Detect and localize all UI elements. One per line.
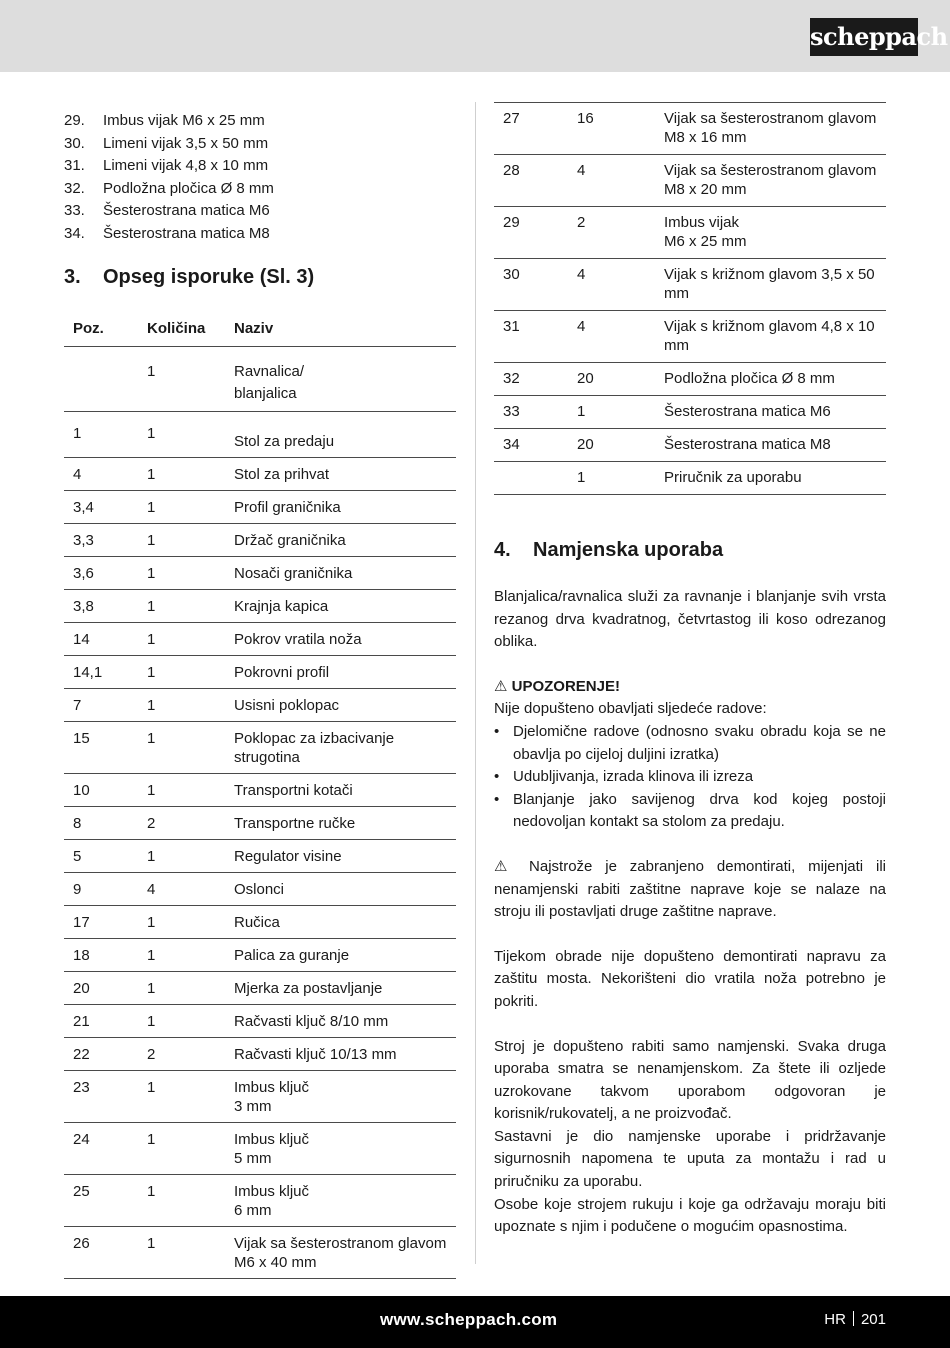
list-item-text: Šesterostrana matica M6: [103, 202, 270, 220]
warning-icon: ⚠: [494, 677, 508, 695]
cell-pos: 3,8: [64, 590, 138, 623]
cell-name: Vijak sa šesterostranom glavom M6 x 40 mm: [225, 1227, 456, 1279]
column-divider: [475, 102, 476, 1264]
cell-pos: 3,6: [64, 557, 138, 590]
cell-name: Vijak s križnom glavom 4,8 x 10 mm: [655, 311, 886, 363]
table-header-row: [64, 312, 456, 347]
cell-qty: 1: [138, 557, 225, 590]
table-row: [494, 462, 886, 495]
list-item: [64, 178, 456, 201]
cell-name: Priručnik za uporabu: [655, 462, 886, 495]
cell-name: Poklopac za izbacivanje strugotina: [225, 722, 456, 774]
cell-pos: 8: [64, 807, 138, 840]
list-item-number: 31.: [64, 157, 85, 175]
table-row: [64, 972, 456, 1005]
footer-language: HR: [824, 1311, 846, 1328]
cell-name: Usisni poklopac: [225, 689, 456, 722]
cell-qty: 2: [568, 207, 655, 259]
bullet-dot: •: [494, 790, 500, 808]
cell-qty: 1: [138, 722, 225, 774]
table-row: [64, 557, 456, 590]
cell-pos: 1: [64, 412, 138, 458]
cell-name: Krajnja kapica: [225, 590, 456, 623]
list-item: [64, 133, 456, 156]
cell-pos: 20: [64, 972, 138, 1005]
cell-qty: 16: [568, 103, 655, 155]
cell-qty: 1: [138, 623, 225, 656]
cell-name: Račvasti ključ 10/13 mm: [225, 1038, 456, 1071]
warning-title: UPOZORENJE!: [511, 677, 620, 695]
table-row: [64, 491, 456, 524]
cell-name: Imbus ključ 5 mm: [225, 1123, 456, 1175]
safety-text: Najstrože je zabranjeno demontirati, mijenjati ili nenamjenski rabiti zaštitne naprave koje se nalaze na stroju ili postavljati druge zaštitne naprave.: [494, 857, 887, 921]
cell-pos: 15: [64, 722, 138, 774]
cell-pos: 5: [64, 840, 138, 873]
cell-pos: 14,1: [64, 656, 138, 689]
section-4-number: 4.: [494, 539, 511, 561]
bullet-text: Udubljivanja, izrada klinova ili izreza: [513, 768, 754, 786]
list-item-number: 29.: [64, 112, 85, 129]
cell-qty: 1: [138, 906, 225, 939]
cell-pos: 7: [64, 689, 138, 722]
cell-pos: 30: [494, 259, 568, 311]
delivery-table-left: [64, 312, 456, 1279]
list-item-text: Šesterostrana matica M8: [103, 224, 270, 242]
bullet-text: Djelomične radove (odnosno svaku obradu koja se ne obavlja po cijeloj duljini izratka): [513, 722, 886, 763]
footer-page-indicator: [824, 1311, 886, 1328]
cell-pos: 26: [64, 1227, 138, 1279]
cell-qty: 2: [138, 1038, 225, 1071]
cell-qty: 1: [138, 656, 225, 689]
cell-pos: 9: [64, 873, 138, 906]
cell-pos: 29: [494, 207, 568, 259]
safety-notes-paragraph: Sastavni je dio namjenske uporabe i pridržavanje sigurnosnih napomena te uputa za montažu i rad u priručniku za uporabu.: [494, 1127, 886, 1191]
operators-paragraph: Osobe koje strojem rukuju i koje ga održavaju moraju biti upoznate s njim i podučene o mogućim opasnostima.: [494, 1195, 886, 1236]
warning-bullet-list: [494, 721, 886, 834]
section-3-number: 3.: [64, 266, 81, 288]
cell-name: Šesterostrana matica M6: [655, 396, 886, 429]
cell-pos: [494, 462, 568, 495]
cell-pos: 22: [64, 1038, 138, 1071]
cell-qty: 1: [138, 1005, 225, 1038]
table-row: [64, 458, 456, 491]
cell-pos: 25: [64, 1175, 138, 1227]
safety-paragraph: [494, 856, 886, 924]
cell-name: Šesterostrana matica M8: [655, 429, 886, 462]
table-row: [64, 412, 456, 458]
cell-name: Palica za guranje: [225, 939, 456, 972]
header-name: Naziv: [225, 312, 456, 347]
delivery-table-right: [494, 102, 886, 495]
header-band: [0, 0, 950, 72]
table-row: [494, 155, 886, 207]
cell-name: Vijak sa šesterostranom glavom M8 x 16 mm: [655, 103, 886, 155]
warning-icon-2: ⚠: [494, 857, 517, 875]
cell-qty: 1: [138, 972, 225, 1005]
table-row: [64, 807, 456, 840]
scheppach-logo: scheppach: [810, 18, 918, 56]
table-row: [64, 1227, 456, 1279]
cell-qty: 4: [568, 155, 655, 207]
cell-name: Imbus vijak M6 x 25 mm: [655, 207, 886, 259]
cell-qty: 1: [568, 462, 655, 495]
bullet-dot: •: [494, 722, 500, 740]
cell-name: Mjerka za postavljanje: [225, 972, 456, 1005]
table-row: [494, 103, 886, 155]
cell-qty: 2: [138, 807, 225, 840]
table-row: [64, 590, 456, 623]
intended-use-intro: Blanjalica/ravnalica služi za ravnanje i blanjanje svih vrsta rezanog drva kvadratnog, četvrtastog ili koso odrezanog oblika.: [494, 588, 886, 651]
cell-name: Pokrovni profil: [225, 656, 456, 689]
table-row: [494, 429, 886, 462]
cell-qty: 1: [138, 939, 225, 972]
cell-qty: 4: [568, 311, 655, 363]
bullet-item: [494, 766, 886, 789]
table-row: [64, 1038, 456, 1071]
cell-qty: 20: [568, 429, 655, 462]
cell-qty: 1: [138, 491, 225, 524]
cell-name: Nosači graničnika: [225, 557, 456, 590]
cell-qty: 1: [138, 524, 225, 557]
cell-pos: 34: [494, 429, 568, 462]
section-4-title: Namjenska uporaba: [533, 539, 724, 561]
cell-qty: 1: [138, 1227, 225, 1279]
section-4-heading: [494, 539, 723, 562]
list-item-number: 34.: [64, 224, 85, 242]
cell-name: Stol za predaju: [225, 412, 456, 458]
section-3-heading: [64, 266, 314, 289]
intended-use-paragraph: Stroj je dopušteno rabiti samo namjenski. Svaka druga uporaba smatra se nenamjenskom. Za štete ili ozljede uzrokovane takvom uporabom odgovoran je korisnik/rukovatelj, a ne proizvođač.: [494, 1037, 886, 1123]
cell-qty: 1: [568, 396, 655, 429]
warning-lead: Nije dopušteno obavljati sljedeće radove:: [494, 700, 767, 718]
list-item-text: Limeni vijak 3,5 x 50 mm: [103, 134, 269, 152]
cell-qty: 1: [138, 1175, 225, 1227]
table-row: [64, 840, 456, 873]
cell-name: Držač graničnika: [225, 524, 456, 557]
cell-pos: 14: [64, 623, 138, 656]
cell-pos: [64, 347, 138, 412]
table-row: [494, 396, 886, 429]
table-row: [64, 939, 456, 972]
cell-pos: 28: [494, 155, 568, 207]
cell-qty: 1: [138, 689, 225, 722]
cell-pos: 3,4: [64, 491, 138, 524]
cell-name: Vijak s križnom glavom 3,5 x 50 mm: [655, 259, 886, 311]
table-row: [494, 363, 886, 396]
table-row: [64, 906, 456, 939]
cell-name: Podložna pločica Ø 8 mm: [655, 363, 886, 396]
list-item: [64, 200, 456, 223]
bullet-dot: •: [494, 768, 500, 786]
cell-pos: 3,3: [64, 524, 138, 557]
cell-qty: 1: [138, 590, 225, 623]
footer-page-number: 201: [860, 1311, 886, 1328]
table-row: [64, 1071, 456, 1123]
cell-pos: 18: [64, 939, 138, 972]
cell-qty: 1: [138, 774, 225, 807]
cell-pos: 10: [64, 774, 138, 807]
table-row: [64, 774, 456, 807]
list-item-text: Podložna pločica Ø 8 mm: [103, 179, 274, 197]
cell-qty: 1: [138, 840, 225, 873]
table-row: [64, 656, 456, 689]
cell-pos: 31: [494, 311, 568, 363]
bullet-item: [494, 721, 886, 766]
list-item-text: Imbus vijak M6 x 25 mm: [103, 112, 265, 129]
section-4-body: [494, 586, 886, 1239]
left-column: [64, 110, 456, 246]
parts-list: [64, 110, 456, 246]
cell-pos: 23: [64, 1071, 138, 1123]
right-column: [494, 102, 886, 495]
section-3-title: Opseg isporuke (Sl. 3): [103, 266, 315, 288]
list-item-number: 30.: [64, 134, 85, 152]
table-row: [494, 207, 886, 259]
cell-pos: 24: [64, 1123, 138, 1175]
delivery-table-left-wrap: [64, 312, 456, 1279]
list-item: [64, 155, 456, 178]
footer-separator: [853, 1311, 854, 1326]
table-row: [494, 311, 886, 363]
cell-pos: 33: [494, 396, 568, 429]
cell-qty: 4: [568, 259, 655, 311]
cell-pos: 17: [64, 906, 138, 939]
cell-name: Profil graničnika: [225, 491, 456, 524]
cell-name: Transportni kotači: [225, 774, 456, 807]
cell-name: Ravnalica/ blanjalica: [225, 347, 456, 412]
cell-name: Vijak sa šesterostranom glavom M8 x 20 mm: [655, 155, 886, 207]
cell-qty: 20: [568, 363, 655, 396]
table-row: [64, 1123, 456, 1175]
cell-pos: 27: [494, 103, 568, 155]
table-row: [64, 524, 456, 557]
list-item-number: 32.: [64, 179, 85, 197]
table-row: [64, 1175, 456, 1227]
bullet-text: Blanjanje jako savijenog drva kod kojeg postoji nedovoljan kontakt sa stolom za predaju.: [513, 790, 886, 831]
table-row: [64, 623, 456, 656]
list-item: [64, 223, 456, 246]
cell-pos: 21: [64, 1005, 138, 1038]
table-row: [64, 689, 456, 722]
list-item-text: Limeni vijak 4,8 x 10 mm: [103, 157, 269, 175]
footer-bar: [0, 1296, 950, 1348]
cell-name: Imbus ključ 6 mm: [225, 1175, 456, 1227]
table-row: [64, 873, 456, 906]
cell-name: Račvasti ključ 8/10 mm: [225, 1005, 456, 1038]
cell-name: Ručica: [225, 906, 456, 939]
table-row: [64, 347, 456, 412]
cell-qty: 4: [138, 873, 225, 906]
table-row: [64, 1005, 456, 1038]
header-pos: Poz.: [64, 312, 138, 347]
cell-name: Regulator visine: [225, 840, 456, 873]
cell-pos: 32: [494, 363, 568, 396]
cell-name: Pokrov vratila noža: [225, 623, 456, 656]
footer-website-link[interactable]: www.scheppach.com: [380, 1310, 558, 1329]
cell-name: Stol za prihvat: [225, 458, 456, 491]
table-row: [494, 259, 886, 311]
list-item: [64, 110, 456, 133]
cell-qty: 1: [138, 1123, 225, 1175]
cell-qty: 1: [138, 1071, 225, 1123]
list-item-number: 33.: [64, 202, 85, 220]
bullet-item: [494, 789, 886, 834]
header-qty: Količina: [138, 312, 225, 347]
cell-pos: 4: [64, 458, 138, 491]
cell-name: Imbus ključ 3 mm: [225, 1071, 456, 1123]
cell-qty: 1: [138, 347, 225, 412]
cell-name: Transportne ručke: [225, 807, 456, 840]
cell-qty: 1: [138, 412, 225, 458]
cell-name: Oslonci: [225, 873, 456, 906]
table-row: [64, 722, 456, 774]
cell-qty: 1: [138, 458, 225, 491]
warning-heading: [494, 676, 886, 699]
bridge-guard-paragraph: Tijekom obrade nije dopušteno demontirati napravu za zaštitu mosta. Nekorišteni dio vratila noža potrebno je pokriti.: [494, 947, 886, 1010]
